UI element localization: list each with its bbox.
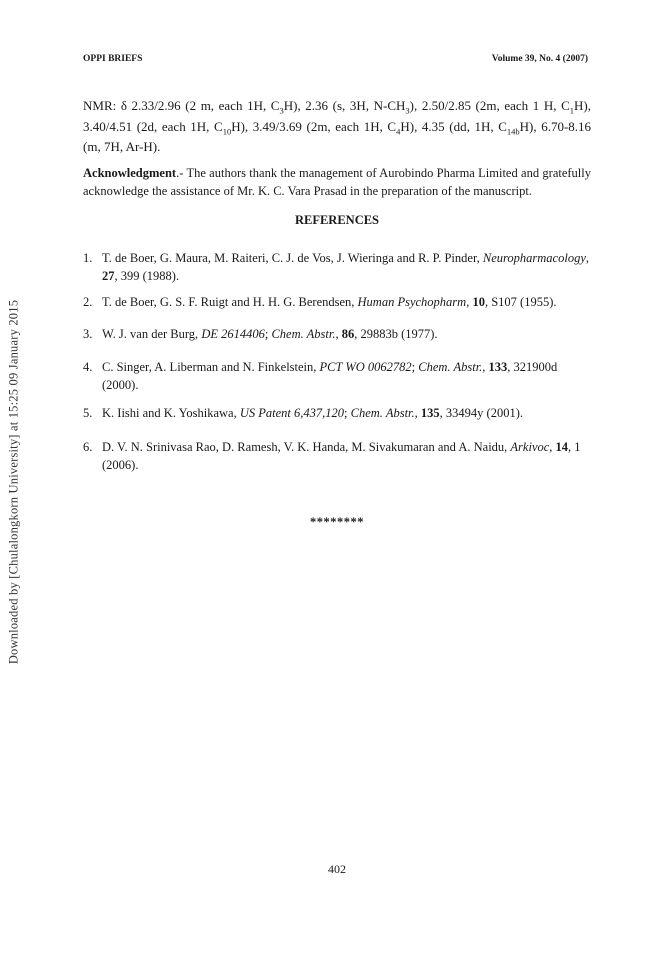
nmr-text: H), 4.35 (dd, 1H, C xyxy=(400,118,507,134)
nmr-text: H), 3.49/3.69 (2m, each 1H, C xyxy=(231,118,397,134)
nmr-text: H), 6.70-8.16 (m, 7H, Ar-H). xyxy=(83,118,592,154)
page-number: 402 xyxy=(328,862,346,876)
reference-authors: D. V. N. Srinivasa Rao, D. Ramesh, V. K. Handa, M. Sivakumaran and A. Naidu, xyxy=(102,440,511,454)
reference-number: 1. xyxy=(83,251,93,265)
reference-pages-year: , 33494y (2001). xyxy=(439,406,523,420)
nmr-text: H), 3.40/4.51 (2d, each 1H, C xyxy=(83,98,591,134)
reference-patent: DE 2614406 xyxy=(201,327,265,341)
running-header xyxy=(83,54,588,70)
reference-separator: , xyxy=(335,327,342,341)
reference-item xyxy=(83,439,591,474)
reference-item xyxy=(83,359,591,394)
reference-separator: ; xyxy=(411,360,419,374)
download-watermark xyxy=(2,292,26,672)
nmr-subscript: 10 xyxy=(222,126,232,137)
volume-issue: Volume 39, No. 4 (2007) xyxy=(491,54,588,64)
reference-pages-year: , 29883b (1977). xyxy=(354,327,438,341)
reference-body xyxy=(102,326,591,344)
nmr-subscript: 3 xyxy=(405,105,410,116)
acknowledgment-text: .- The authors thank the management of Aurobindo Pharma Limited and gratefully acknowledge the assistance of Mr. K. C. Vara Prasad in the preparation of the manuscript. xyxy=(83,166,591,198)
reference-body xyxy=(102,439,591,474)
reference-separator: , xyxy=(549,440,556,454)
reference-authors: C. Singer, A. Liberman and N. Finkelstein, xyxy=(102,360,320,374)
reference-volume: 14 xyxy=(555,440,569,454)
reference-pages-year: , 1 (2006). xyxy=(102,440,581,472)
nmr-subscript: 14b xyxy=(506,126,520,137)
reference-pages-year: , 321900d (2000). xyxy=(102,360,558,392)
journal-section-title: OPPI BRIEFS xyxy=(83,54,143,64)
nmr-subscript: 4 xyxy=(396,126,401,137)
reference-pages-year: , 399 (1988). xyxy=(114,268,180,283)
reference-journal: Chem. Abstr. xyxy=(271,327,336,341)
reference-authors: T. de Boer, G. Maura, M. Raiteri, C. J. de Vos, J. Wieringa and R. P. Pinder, xyxy=(102,251,483,265)
reference-patent: US Patent 6,437,120 xyxy=(239,406,345,420)
references-heading: REFERENCES xyxy=(294,213,380,227)
reference-pages-year: , S107 (1955). xyxy=(484,295,557,309)
reference-journal: Human Psychopharm, xyxy=(357,295,470,309)
nmr-subscript: 1 xyxy=(569,105,575,116)
reference-volume: 10 xyxy=(472,295,485,309)
reference-body xyxy=(102,359,591,394)
reference-item xyxy=(83,250,591,285)
reference-journal: Chem. Abstr., xyxy=(418,360,486,374)
nmr-subscript: 3 xyxy=(279,105,284,116)
reference-separator: ; xyxy=(264,327,272,341)
reference-volume: 133 xyxy=(488,360,508,374)
reference-item xyxy=(83,405,591,423)
reference-body xyxy=(102,294,591,312)
reference-number: 4. xyxy=(83,360,93,374)
reference-patent: PCT WO 0062782 xyxy=(319,360,412,374)
reference-separator: , xyxy=(585,251,589,265)
reference-authors: T. de Boer, G. S. F. Ruigt and H. H. G. Berendsen, xyxy=(102,295,358,309)
reference-item xyxy=(83,294,591,312)
reference-number: 5. xyxy=(83,406,93,420)
reference-separator: ; xyxy=(344,406,351,420)
reference-volume: 86 xyxy=(341,327,355,341)
nmr-text: NMR: δ 2.33/2.96 (2 m, each 1H, C xyxy=(83,98,280,113)
reference-volume: 135 xyxy=(420,406,440,420)
reference-authors: W. J. van der Burg, xyxy=(102,327,202,341)
reference-journal: Neuropharmacology xyxy=(482,251,586,265)
reference-journal: Chem. Abstr., xyxy=(350,406,418,420)
reference-body xyxy=(102,405,591,423)
nmr-data-paragraph xyxy=(83,96,591,158)
acknowledgment-paragraph xyxy=(83,165,591,200)
reference-number: 3. xyxy=(83,327,93,341)
reference-authors: K. Iishi and K. Yoshikawa, xyxy=(102,406,240,420)
reference-body xyxy=(102,250,591,285)
acknowledgment-heading: Acknowledgment xyxy=(83,166,177,180)
reference-journal: Arkivoc xyxy=(510,440,550,454)
end-marker: ******** xyxy=(310,515,364,529)
reference-item xyxy=(83,326,591,344)
nmr-text: H), 2.36 (s, 3H, N-CH xyxy=(283,98,406,113)
download-watermark-text: Downloaded by [Chulalongkorn University] at 15:25 09 January 2015 xyxy=(6,299,21,665)
reference-volume: 27 xyxy=(102,268,115,283)
nmr-text: ), 2.50/2.85 (2m, each 1 H, C xyxy=(409,98,570,113)
reference-number: 2. xyxy=(83,295,93,309)
reference-number: 6. xyxy=(83,440,93,454)
